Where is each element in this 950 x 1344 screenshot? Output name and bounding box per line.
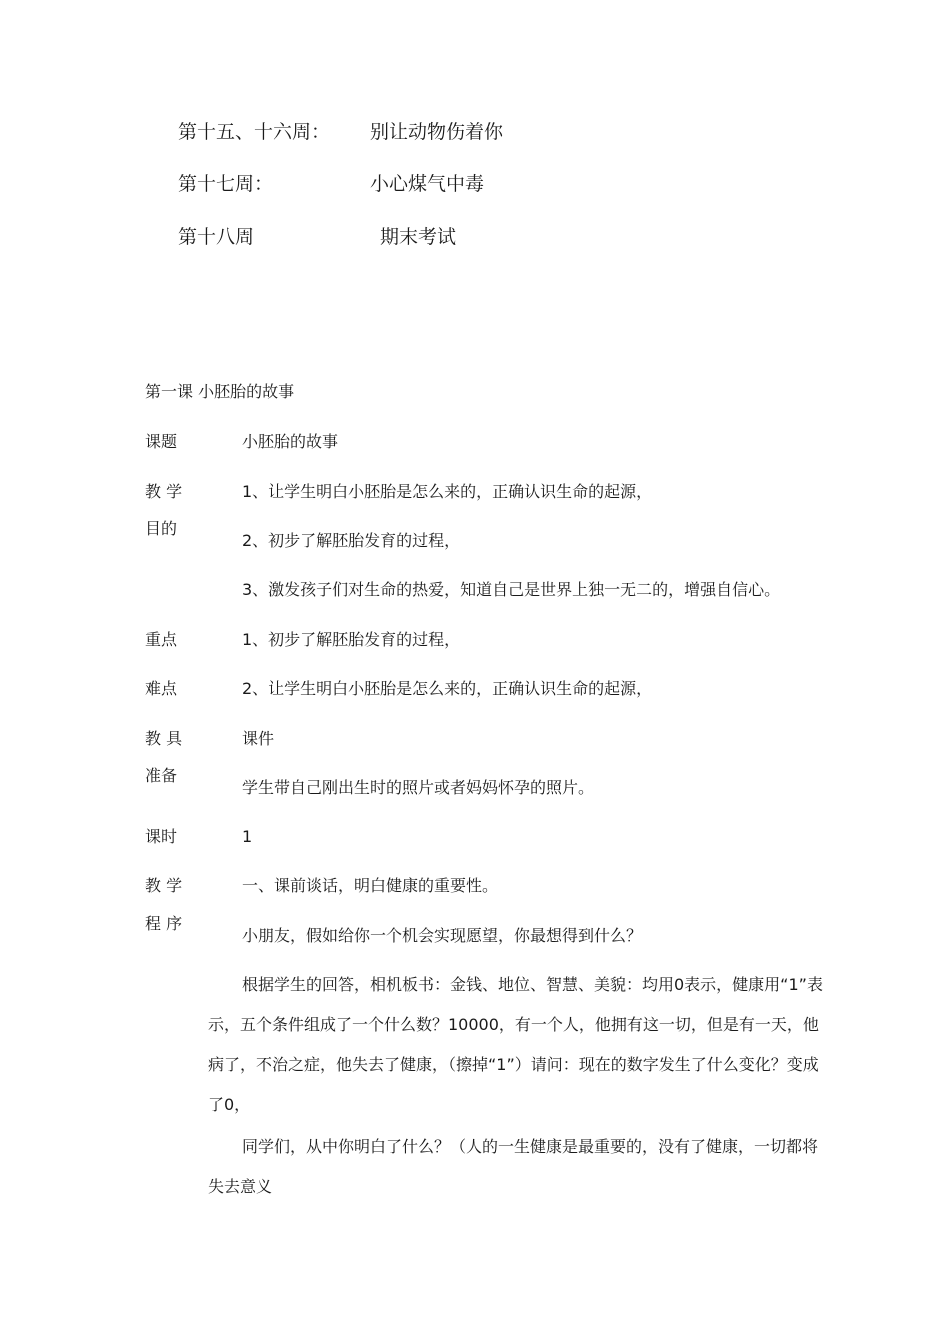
tools-item-2: 学生带自己刚出生时的照片或者妈妈怀孕的照片。 bbox=[242, 778, 595, 797]
tools-label-line1: 教 具 bbox=[145, 729, 183, 748]
schedule-week-17: 第十七周： bbox=[178, 173, 274, 195]
difficult-value: 2、让学生明白小胚胎是怎么来的，正确认识生命的起源， bbox=[242, 679, 653, 698]
schedule-topic-17: 小心煤气中毒 bbox=[370, 173, 485, 195]
hours-value: 1 bbox=[242, 827, 253, 846]
hours-label: 课时 bbox=[145, 827, 178, 846]
key-value: 1、初步了解胚胎发育的过程， bbox=[242, 630, 461, 649]
process-label-line2: 程 序 bbox=[145, 914, 183, 933]
difficult-label: 难点 bbox=[145, 679, 178, 698]
paragraph-board-writing: 根据学生的回答，相机板书：金钱、地位、智慧、美貌：均用0表示，健康用“1”表示，五个条件组成了一个什么数？10000，有一个人，他拥有这一切，但是有一天，他病了，不治之症，他失去了健康，（擦掉“1”）请问：现在的数字发生了什么变化？变成了0， bbox=[208, 975, 823, 1114]
schedule-week-18: 第十八周 bbox=[178, 226, 255, 248]
topic-label: 课题 bbox=[145, 432, 178, 451]
topic-value: 小胚胎的故事 bbox=[242, 432, 339, 451]
key-label: 重点 bbox=[145, 630, 178, 649]
process-step-1: 一、课前谈话，明白健康的重要性。 bbox=[242, 876, 499, 895]
schedule-week-15-16: 第十五、十六周： bbox=[178, 121, 331, 143]
goal-item-2: 2、初步了解胚胎发育的过程， bbox=[242, 531, 461, 550]
tools-item-1: 课件 bbox=[242, 729, 275, 748]
schedule-topic-18: 期末考试 bbox=[380, 226, 457, 248]
paragraph-health-lesson: 同学们，从中你明白了什么？（人的一生健康是最重要的，没有了健康，一切都将失去意义 bbox=[208, 1137, 819, 1196]
schedule-topic-15-16: 别让动物伤着你 bbox=[370, 121, 504, 143]
goals-label-line1: 教 学 bbox=[145, 482, 183, 501]
tools-label-line2: 准备 bbox=[145, 766, 178, 785]
process-label-line1: 教 学 bbox=[145, 876, 183, 895]
goal-item-3: 3、激发孩子们对生命的热爱，知道自己是世界上独一无二的，增强自信心。 bbox=[242, 580, 781, 599]
goal-item-1: 1、让学生明白小胚胎是怎么来的，正确认识生命的起源， bbox=[242, 482, 653, 501]
goals-label-line2: 目的 bbox=[145, 519, 178, 538]
lesson-heading: 第一课 小胚胎的故事 bbox=[145, 382, 295, 401]
process-question: 小朋友，假如给你一个机会实现愿望，你最想得到什么？ bbox=[242, 926, 643, 945]
